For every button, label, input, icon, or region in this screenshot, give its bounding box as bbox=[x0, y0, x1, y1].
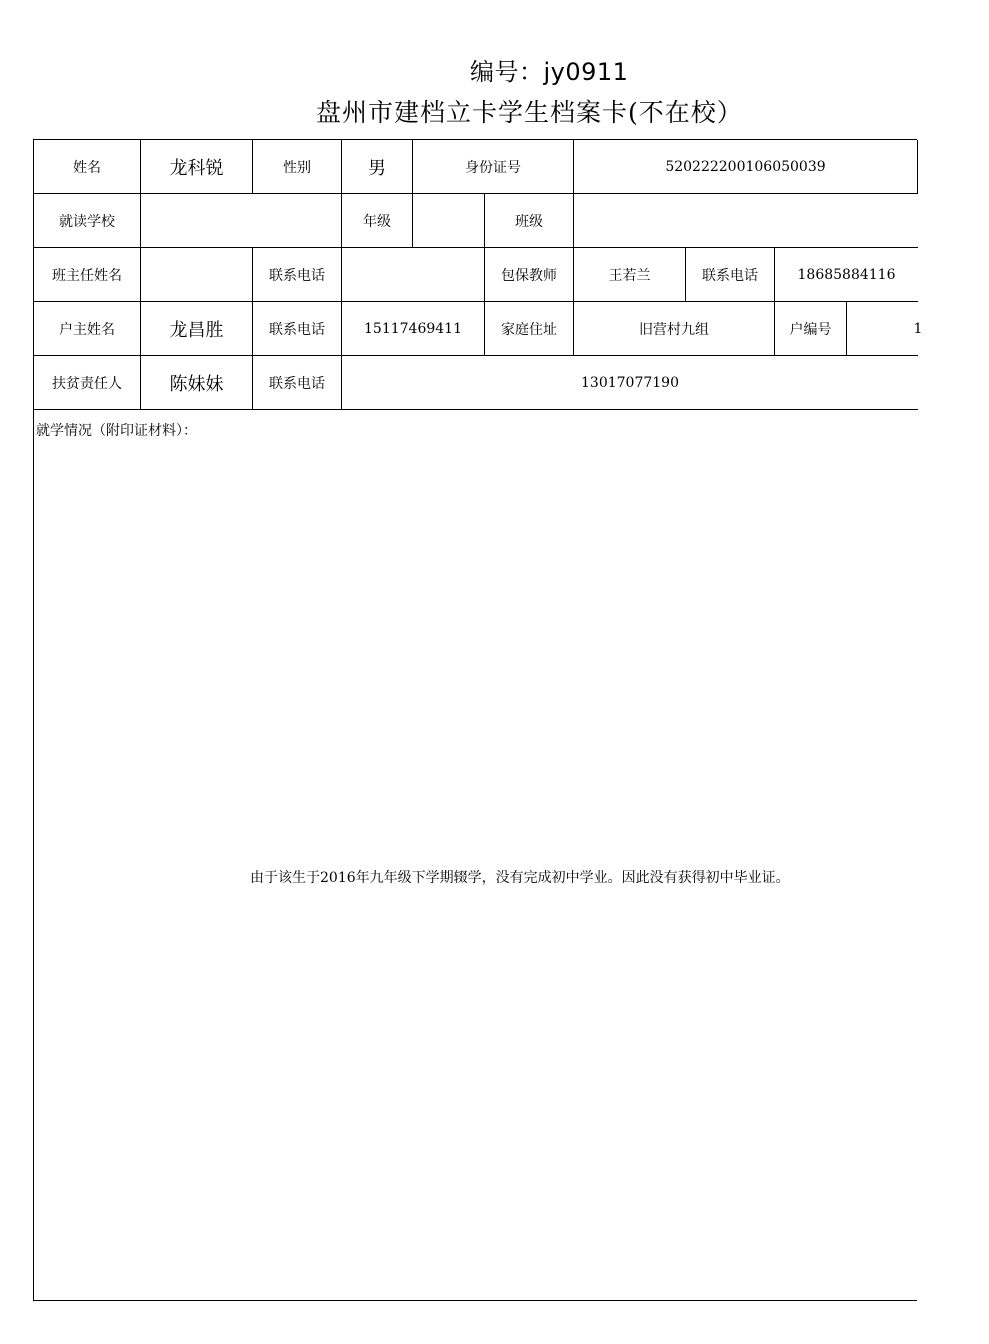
archive-card-table bbox=[33, 139, 923, 1301]
id-number-label: 身份证号 bbox=[413, 140, 574, 193]
gender-label: 性别 bbox=[253, 140, 342, 193]
table-row-basic bbox=[34, 140, 918, 194]
table-row-household bbox=[34, 302, 923, 356]
responsible-person-value: 陈妹妹 bbox=[141, 356, 253, 409]
school-label: 就读学校 bbox=[34, 194, 141, 247]
grade-value bbox=[413, 194, 485, 247]
table-row-school bbox=[34, 194, 918, 248]
table-row-teachers bbox=[34, 248, 918, 302]
gender-value: 男 bbox=[342, 140, 413, 193]
class-label: 班级 bbox=[485, 194, 574, 247]
responsible-phone-label: 联系电话 bbox=[253, 356, 342, 409]
head-teacher-phone-value bbox=[342, 248, 485, 301]
guarantor-phone-value: 18685884116 bbox=[797, 266, 896, 283]
guarantor-phone-label: 联系电话 bbox=[686, 248, 775, 301]
responsible-phone-value: 13017077190 bbox=[581, 374, 679, 391]
name-value: 龙科锐 bbox=[141, 140, 253, 193]
id-number-value: 520222200106050039 bbox=[574, 140, 918, 193]
responsible-person-label: 扶贫责任人 bbox=[34, 356, 141, 409]
name-label: 姓名 bbox=[34, 140, 141, 193]
head-teacher-label: 班主任姓名 bbox=[34, 248, 141, 301]
head-teacher-value bbox=[141, 248, 253, 301]
address-label: 家庭住址 bbox=[485, 302, 574, 355]
guarantor-teacher-value: 王若兰 bbox=[574, 248, 686, 301]
study-status-label: 就学情况（附印证材料）： bbox=[36, 423, 197, 439]
page-title: 盘州市建档立卡学生档案卡(不在校） bbox=[316, 98, 743, 127]
study-status-remark: 由于该生于2016年九年级下学期辍学，没有完成初中学业。因此没有获得初中毕业证。 bbox=[250, 870, 790, 886]
householder-phone-value: 15117469411 bbox=[342, 302, 485, 355]
householder-label: 户主姓名 bbox=[34, 302, 141, 355]
school-value bbox=[141, 194, 342, 247]
table-row-responsible bbox=[34, 356, 918, 410]
head-teacher-phone-label: 联系电话 bbox=[253, 248, 342, 301]
address-value: 旧营村九组 bbox=[574, 302, 775, 355]
class-value bbox=[574, 194, 918, 247]
household-number-label: 户编号 bbox=[775, 302, 847, 355]
grade-label: 年级 bbox=[342, 194, 413, 247]
guarantor-teacher-label: 包保教师 bbox=[485, 248, 574, 301]
record-code: 编号：jy0911 bbox=[470, 58, 629, 86]
household-number-value: 1 bbox=[913, 320, 923, 337]
householder-phone-label: 联系电话 bbox=[253, 302, 342, 355]
householder-value: 龙昌胜 bbox=[141, 302, 253, 355]
